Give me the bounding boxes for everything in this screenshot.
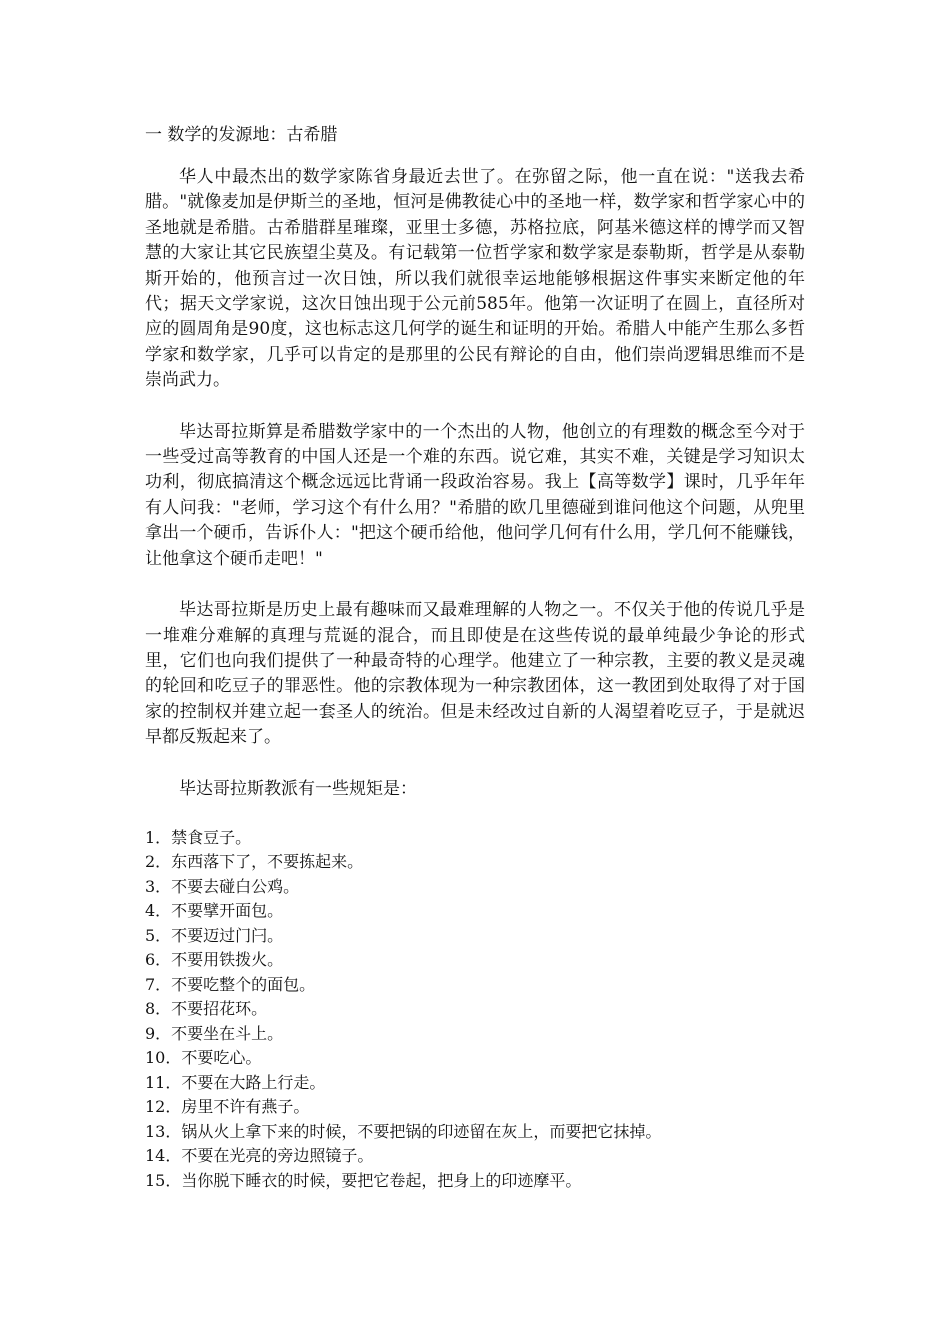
list-item: 15．当你脱下睡衣的时候，要把它卷起，把身上的印迹摩平。 (145, 1170, 582, 1190)
list-item: 10．不要吃心。 (145, 1048, 262, 1068)
list-item: 2．东西落下了，不要拣起来。 (145, 852, 364, 872)
list-item: 8．不要招花环。 (145, 999, 268, 1019)
list-item: 5．不要迈过门闩。 (145, 925, 284, 945)
rules-list (145, 826, 805, 1194)
list-item: 7．不要吃整个的面包。 (145, 974, 316, 994)
document-page (145, 121, 805, 1193)
list-item: 12．房里不许有燕子。 (145, 1097, 310, 1117)
list-item: 3．不要去碰白公鸡。 (145, 876, 300, 896)
list-item: 6．不要用铁拨火。 (145, 950, 284, 970)
list-item: 13．锅从火上拿下来的时候，不要把锅的印迹留在灰上，而要把它抹掉。 (145, 1121, 662, 1141)
paragraph-pythagoras-rational: 毕达哥拉斯算是希腊数学家中的一个杰出的人物，他创立的有理数的概念至今对于一些受过高等教育的中国人还是一个难的东西。说它难，其实不难，关键是学习知识太功利，彻底搞清这个概念远远比背诵一段政治容易。我上【高等数学】课时，几乎年年有人问我："老师，学习这个有什么用？"希腊的欧几里德碰到谁问他这个问题，从兜里拿出一个硬币，告诉仆人："把这个硬币给他，他问学几何有什么用，学几何不能赚钱，让他拿这个硬币走吧！" (145, 421, 805, 569)
list-item: 1．禁食豆子。 (145, 827, 252, 847)
list-item: 4．不要擘开面包。 (145, 901, 284, 921)
list-item: 11．不要在大路上行走。 (145, 1072, 326, 1092)
list-item: 14．不要在光亮的旁边照镜子。 (145, 1146, 374, 1166)
rules-intro: 毕达哥拉斯教派有一些规矩是： (179, 778, 417, 799)
paragraph-chen-xingshen: 华人中最杰出的数学家陈省身最近去世了。在弥留之际，他一直在说："送我去希腊。"就像麦加是伊斯兰的圣地，恒河是佛教徒心中的圣地一样，数学家和哲学家心中的圣地就是希腊。古希腊群星璀璨，亚里士多德，苏格拉底，阿基米德这样的博学而又智慧的大家让其它民族望尘莫及。有记载第一位哲学家和数学家是泰勒斯，哲学是从泰勒斯开始的，他预言过一次日蚀，所以我们就很幸运地能够根据这件事实来断定他的年代；据天文学家说，这次日蚀出现于公元前585年。他第一次证明了在圆上，直径所对应的圆周角是90度，这也标志这几何学的诞生和证明的开始。希腊人中能产生那么多哲学家和数学家，几乎可以肯定的是那里的公民有辩论的自由，他们崇尚逻辑思维而不是崇尚武力。 (145, 167, 805, 391)
section-heading: 一 数学的发源地：古希腊 (145, 125, 338, 145)
list-item: 9．不要坐在斗上。 (145, 1023, 284, 1043)
paragraph-pythagoras-religion: 毕达哥拉斯是历史上最有趣味而又最难理解的人物之一。不仅关于他的传说几乎是一堆难分难解的真理与荒诞的混合，而且即使是在这些传说的最单纯最少争论的形式里，它们也向我们提供了一种最奇特的心理学。他建立了一种宗教，主要的教义是灵魂的轮回和吃豆子的罪恶性。他的宗教体现为一种宗教团体，这一教团到处取得了对于国家的控制权并建立起一套圣人的统治。但是未经改过自新的人渴望着吃豆子，于是就迟早都反叛起来了。 (145, 600, 805, 748)
